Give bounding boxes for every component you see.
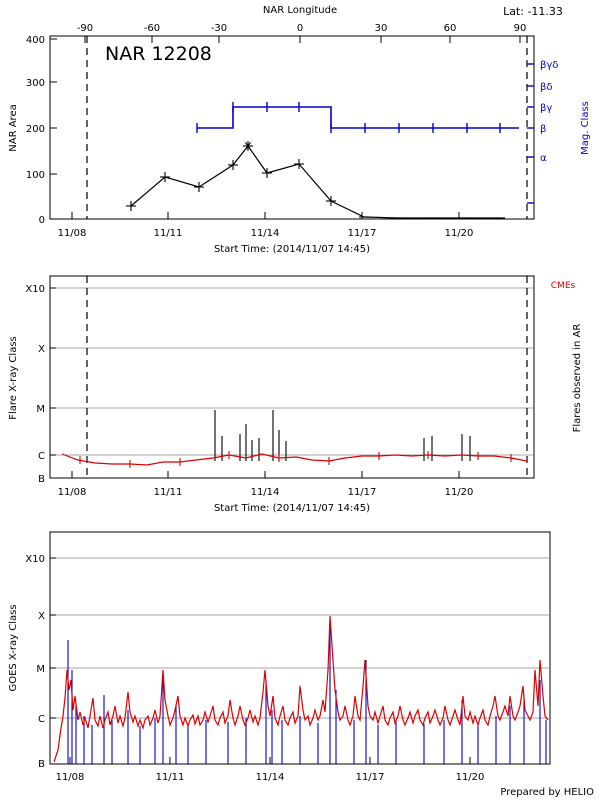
panel1-ylabel: NAR Area	[8, 104, 19, 152]
panel2-y-axis	[25, 284, 56, 485]
panel2-xtick-4: 11/20	[444, 487, 474, 498]
panel1-xtick-0: 11/08	[57, 228, 87, 239]
panel1-xtick-1: 11/11	[153, 228, 183, 239]
panel1-ytick-4: 400	[25, 35, 45, 46]
panel2-ytick-3: C	[38, 451, 45, 462]
panel3-ytick-0: X10	[25, 554, 45, 565]
panel2-xlabel: Start Time: (2014/11/07 14:45)	[213, 503, 371, 514]
panel1-xlabel: Start Time: (2014/11/07 14:45)	[213, 244, 371, 255]
panel3-ytick-3: C	[38, 714, 45, 725]
panel1-ytick-1: 100	[25, 170, 45, 181]
panel1-title: NAR 12208	[105, 43, 212, 65]
panel3-xtick-2: 11/14	[255, 772, 285, 783]
panel2-x-axis	[58, 471, 474, 498]
mag-class-bg: βγ	[540, 103, 553, 114]
panel3-xtick-4: 11/20	[455, 772, 485, 783]
mag-class-curve	[197, 107, 519, 128]
nar-area-curve	[131, 146, 500, 218]
panel3-ytick-2: M	[36, 664, 45, 675]
mag-class-bgd: βγδ	[540, 60, 559, 71]
panel1-xtick-2: 11/14	[250, 228, 280, 239]
panel2-ytick-4: B	[38, 474, 45, 485]
top-tick-3: 0	[296, 23, 304, 34]
ar-background-curve	[62, 454, 527, 465]
nar-area-markers	[126, 141, 505, 218]
panel2-xtick-3: 11/17	[347, 487, 377, 498]
panel1-right-label: Mag. Class	[580, 101, 591, 155]
panel2-xtick-1: 11/11	[153, 487, 183, 498]
panel2-ylabel: Flare X-ray Class	[8, 336, 19, 420]
panel1-ytick-2: 200	[25, 124, 45, 135]
panel3-xtick-3: 11/17	[355, 772, 385, 783]
panel3-xtick-0: 11/08	[55, 772, 85, 783]
panel1-y-axis	[26, 35, 57, 226]
top-tick-1: -60	[143, 23, 161, 34]
mag-class-beta: β	[540, 124, 547, 135]
panel1-ytick-0: 0	[38, 215, 45, 226]
panel2-xtick-2: 11/14	[250, 487, 280, 498]
top-tick-6: 90	[513, 23, 527, 34]
panel2-cmes-label: CMEs	[550, 281, 576, 291]
mag-class-bd: βδ	[540, 82, 553, 93]
panel3-ylabel: GOES X-ray Class	[8, 604, 19, 692]
panel3-ytick-4: B	[38, 759, 45, 770]
goes-flare-sticks	[68, 628, 546, 764]
panel3-y-axis	[25, 554, 56, 770]
latitude-annotation: Lat: -11.33	[503, 5, 563, 18]
top-tick-4: 30	[374, 23, 388, 34]
panel-nar-area	[0, 0, 600, 258]
panel2-ytick-0: X10	[25, 284, 45, 295]
top-tick-2: -30	[210, 23, 228, 34]
panel1-xtick-4: 11/20	[444, 228, 474, 239]
panel3-ytick-1: X	[38, 611, 45, 622]
top-tick-0: -90	[76, 23, 94, 34]
panel2-right-label: Flares observed in AR	[572, 323, 583, 433]
panel3-xtick-1: 11/11	[155, 772, 185, 783]
panel3-x-axis	[56, 757, 485, 783]
flare-spikes	[215, 410, 470, 461]
mag-class-alpha: α	[540, 153, 547, 164]
panel2-xtick-0: 11/08	[57, 487, 87, 498]
panel2-ytick-2: M	[36, 404, 45, 415]
panel-goes-xray-class	[0, 520, 600, 800]
prepared-by-label: Prepared by HELIO	[500, 787, 594, 798]
panel1-top-ticks	[77, 23, 527, 43]
panel1-xtick-3: 11/17	[347, 228, 377, 239]
panel1-mag-class-axis	[527, 60, 558, 203]
panel2-ytick-1: X	[38, 344, 45, 355]
top-tick-5: 60	[443, 23, 457, 34]
nar-longitude-label: NAR Longitude	[262, 5, 338, 16]
panel-flare-xray-class	[0, 258, 600, 520]
panel2-plot-frame	[50, 276, 534, 478]
panel1-ytick-3: 300	[25, 78, 45, 89]
panel1-x-axis	[58, 212, 474, 239]
